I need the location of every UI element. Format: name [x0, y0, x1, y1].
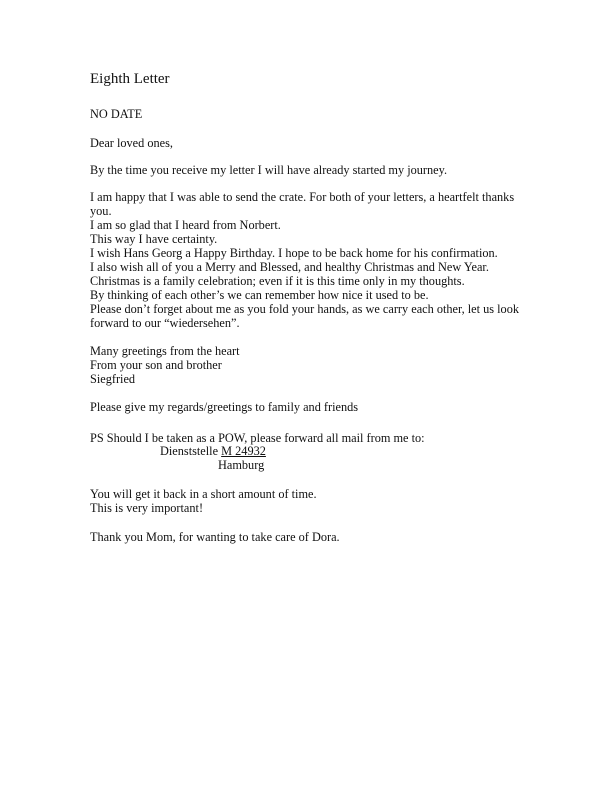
final-line: Thank you Mom, for wanting to take care of Dora. — [90, 530, 340, 544]
date-line: NO DATE — [90, 107, 143, 121]
body-line: you. — [90, 204, 112, 218]
closing-line: Many greetings from the heart — [90, 344, 240, 358]
body-line: This way I have certainty. — [90, 232, 218, 246]
address-prefix: Dienststelle — [160, 444, 222, 458]
body-line: I am so glad that I heard from Norbert. — [90, 218, 281, 232]
salutation: Dear loved ones, — [90, 136, 173, 150]
body-line: Please don’t forget about me as you fold your hands, as we carry each other, let us look — [90, 302, 519, 316]
body-line: I also wish all of you a Merry and Blessed, and healthy Christmas and New Year. — [90, 260, 489, 274]
body-line: I am happy that I was able to send the crate. For both of your letters, a heartfelt thanks — [90, 190, 515, 204]
regards-line: Please give my regards/greetings to family and friends — [90, 400, 359, 414]
body-line: I wish Hans Georg a Happy Birthday. I hope to be back home for his confirmation. — [90, 246, 498, 260]
body-line: Christmas is a family celebration; even if it is this time only in my thoughts. — [90, 274, 465, 288]
address-line — [160, 444, 266, 458]
address-code: M 24932 — [221, 444, 266, 458]
ps-line: PS Should I be taken as a POW, please forward all mail from me to: — [90, 431, 425, 445]
closing-line: From your son and brother — [90, 358, 222, 372]
signature-name: Siegfried — [90, 372, 136, 386]
opening-paragraph: By the time you receive my letter I will have already started my journey. — [90, 163, 448, 177]
address-city: Hamburg — [218, 458, 265, 472]
return-line: You will get it back in a short amount of time. — [90, 487, 317, 501]
letter-title: Eighth Letter — [90, 71, 170, 87]
body-line: forward to our “wiedersehen”. — [90, 316, 240, 330]
return-line: This is very important! — [90, 501, 204, 515]
body-line: By thinking of each other’s we can remember how nice it used to be. — [90, 288, 429, 302]
